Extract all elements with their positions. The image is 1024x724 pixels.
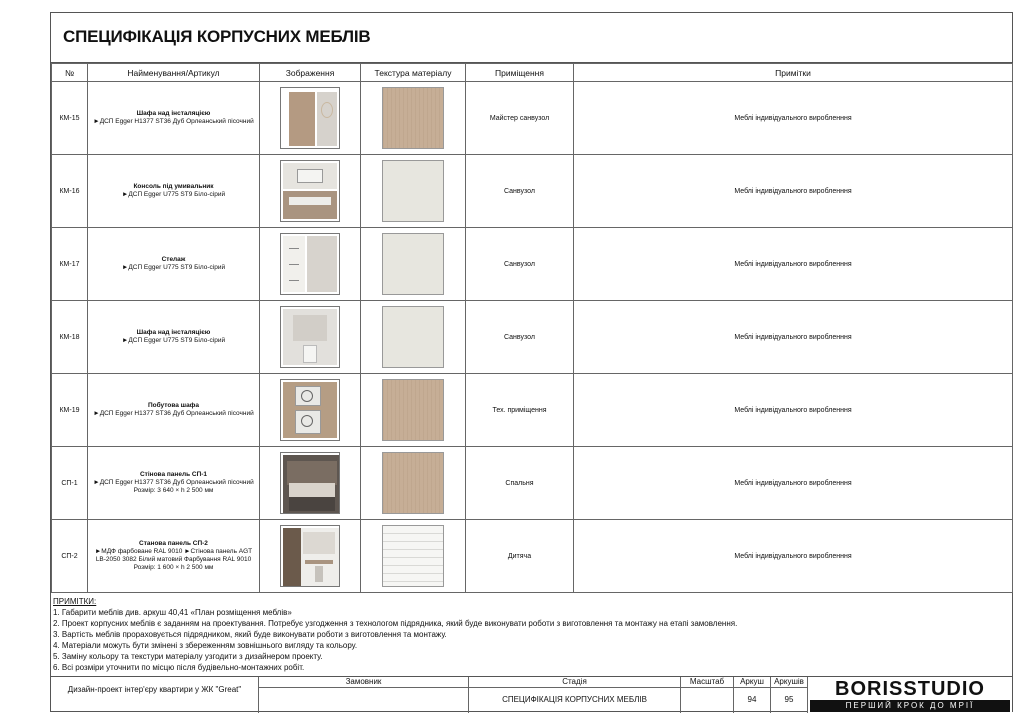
spec-table bbox=[51, 63, 1013, 593]
material-texture-swatch bbox=[382, 379, 444, 441]
logo-brand: BORISSTUDIO bbox=[835, 678, 985, 700]
cell-name bbox=[88, 155, 260, 228]
cell-note: Меблі індивідуального виробленння bbox=[574, 155, 1013, 228]
cell-image bbox=[260, 447, 361, 520]
sheets-value: 95 bbox=[784, 695, 794, 704]
cell-room: Дитяча bbox=[466, 520, 574, 593]
material-texture-swatch bbox=[382, 87, 444, 149]
furniture-image bbox=[280, 160, 340, 222]
cell-name bbox=[88, 520, 260, 593]
col-header-image: Зображення bbox=[260, 64, 361, 82]
scale-cell bbox=[681, 677, 734, 713]
sheets-label: Аркушів bbox=[774, 677, 804, 686]
client-cell bbox=[259, 677, 469, 713]
material-texture-swatch bbox=[382, 306, 444, 368]
notes-heading: ПРИМІТКИ: bbox=[53, 597, 97, 606]
cell-image bbox=[260, 520, 361, 593]
stage-label: Стадія bbox=[562, 677, 587, 686]
project-name: Дизайн-проект інтер'єру квартири у ЖК "Great" bbox=[51, 677, 259, 713]
item-name: Станова панель СП-2 bbox=[139, 540, 208, 547]
cell-name bbox=[88, 228, 260, 301]
cell-texture bbox=[361, 155, 466, 228]
item-spec: ►ДСП Egger H1377 ST36 Дуб Орлеанський пісочний bbox=[93, 410, 254, 417]
furniture-image bbox=[280, 452, 340, 514]
cell-texture bbox=[361, 374, 466, 447]
note-item: 6. Всі розміри уточнити по місцю після будівельно-монтажних робіт. bbox=[53, 663, 305, 672]
cell-note: Меблі індивідуального виробленння bbox=[574, 228, 1013, 301]
note-item: 4. Матеріали можуть бути змінені з збереженням зовнішнього вигляду та кольору. bbox=[53, 641, 358, 650]
item-spec: ►ДСП Egger H1377 ST36 Дуб Орлеанський пісочний bbox=[93, 479, 254, 486]
title-bar bbox=[51, 13, 1012, 63]
cell-image bbox=[260, 301, 361, 374]
cell-texture bbox=[361, 447, 466, 520]
sheets-cell bbox=[771, 677, 808, 713]
cell-note: Меблі індивідуального виробленння bbox=[574, 82, 1013, 155]
cell-image bbox=[260, 374, 361, 447]
furniture-image bbox=[280, 87, 340, 149]
cell-name bbox=[88, 447, 260, 520]
stage-cell bbox=[469, 677, 681, 713]
cell-name bbox=[88, 301, 260, 374]
stage-value: СПЕЦИФІКАЦІЯ КОРПУСНИХ МЕБЛІВ bbox=[502, 695, 647, 704]
col-header-room: Приміщення bbox=[466, 64, 574, 82]
cell-num: КМ-16 bbox=[52, 155, 88, 228]
sheet-value: 94 bbox=[747, 695, 757, 704]
cell-image bbox=[260, 82, 361, 155]
cell-texture bbox=[361, 228, 466, 301]
title-block bbox=[51, 676, 1012, 712]
cell-room: Санвузол bbox=[466, 155, 574, 228]
cell-num: КМ-17 bbox=[52, 228, 88, 301]
cell-image bbox=[260, 228, 361, 301]
client-label: Замовник bbox=[345, 677, 382, 686]
item-spec: ►ДСП Egger U775 ST9 Біло-сірий bbox=[121, 337, 226, 344]
cell-num: КМ-15 bbox=[52, 82, 88, 155]
table-row bbox=[52, 301, 1013, 374]
furniture-image bbox=[280, 233, 340, 295]
table-row bbox=[52, 228, 1013, 301]
table-row bbox=[52, 155, 1013, 228]
item-name: Побутова шафа bbox=[147, 402, 199, 409]
cell-note: Меблі індивідуального виробленння bbox=[574, 301, 1013, 374]
logo-tagline: ПЕРШИЙ КРОК ДО МРІЇ bbox=[810, 700, 1010, 712]
item-size: Розмір: 1 600 × h 2 500 мм bbox=[133, 564, 214, 571]
note-item: 5. Заміну кольору та текстури матеріалу узгодити з дизайнером проекту. bbox=[53, 652, 323, 661]
note-item: 1. Габарити меблів див. аркуш 40,41 «План розміщення меблів» bbox=[53, 608, 292, 617]
item-name: Шафа над інсталяцією bbox=[136, 329, 211, 336]
furniture-image bbox=[280, 525, 340, 587]
col-header-notes: Примітки bbox=[574, 64, 1013, 82]
cell-room: Санвузол bbox=[466, 228, 574, 301]
cell-note: Меблі індивідуального виробленння bbox=[574, 447, 1013, 520]
table-row bbox=[52, 447, 1013, 520]
cell-room: Майстер санвузол bbox=[466, 82, 574, 155]
cell-name bbox=[88, 374, 260, 447]
material-texture-swatch bbox=[382, 233, 444, 295]
cell-num: СП-2 bbox=[52, 520, 88, 593]
table-row bbox=[52, 82, 1013, 155]
furniture-image bbox=[280, 379, 340, 441]
table-row bbox=[52, 374, 1013, 447]
cell-note: Меблі індивідуального виробленння bbox=[574, 520, 1013, 593]
item-size: Розмір: 3 640 × h 2 500 мм bbox=[133, 487, 214, 494]
borisstudio-logo bbox=[808, 677, 1012, 713]
table-header-row bbox=[52, 64, 1013, 82]
stamp-divider bbox=[259, 687, 808, 688]
cell-texture bbox=[361, 82, 466, 155]
note-item: 2. Проект корпусних меблів є заданням на проектування. Потребує узгодження з технологом підрядника, який буде виконувати роботи з виготовлення та монтажу на етапі замовлення. bbox=[53, 619, 738, 628]
cell-texture bbox=[361, 520, 466, 593]
col-header-texture: Текстура матеріалу bbox=[361, 64, 466, 82]
page-title: СПЕЦИФІКАЦІЯ КОРПУСНИХ МЕБЛІВ bbox=[63, 27, 371, 46]
cell-room: Тех. приміщення bbox=[466, 374, 574, 447]
cell-name bbox=[88, 82, 260, 155]
col-header-name: Найменування/Артикул bbox=[88, 64, 260, 82]
item-name: Шафа над інсталяцією bbox=[136, 110, 211, 117]
cell-room: Санвузол bbox=[466, 301, 574, 374]
notes-block bbox=[51, 594, 1012, 678]
item-spec: ►ДСП Egger U775 ST9 Біло-сірий bbox=[121, 191, 226, 198]
scale-label: Масштаб bbox=[689, 677, 725, 686]
sheet-cell bbox=[734, 677, 771, 713]
item-name: Стелаж bbox=[161, 256, 186, 263]
cell-num: СП-1 bbox=[52, 447, 88, 520]
cell-image bbox=[260, 155, 361, 228]
col-header-num: № bbox=[52, 64, 88, 82]
item-spec: ►ДСП Egger U775 ST9 Біло-сірий bbox=[121, 264, 226, 271]
item-spec: ►ДСП Egger H1377 ST36 Дуб Орлеанський пісочний bbox=[93, 118, 254, 125]
item-spec: ►МДФ фарбоване RAL 9010 ►Стінова панель AGT LB-2050 3082 Білий матовий Фарбування RAL 9010 bbox=[94, 548, 253, 563]
cell-room: Спальня bbox=[466, 447, 574, 520]
sheet-label: Аркуш bbox=[740, 677, 764, 686]
note-item: 3. Вартість меблів прораховується підрядником, який буде виконувати роботи з виготовлення та монтажу. bbox=[53, 630, 447, 639]
furniture-image bbox=[280, 306, 340, 368]
material-texture-swatch bbox=[382, 160, 444, 222]
material-texture-swatch bbox=[382, 452, 444, 514]
item-name: Консоль під умивальник bbox=[133, 183, 214, 190]
cell-num: КМ-19 bbox=[52, 374, 88, 447]
cell-note: Меблі індивідуального виробленння bbox=[574, 374, 1013, 447]
table-body bbox=[52, 82, 1013, 593]
item-name: Стінова панель СП-1 bbox=[139, 471, 208, 478]
material-texture-swatch bbox=[382, 525, 444, 587]
cell-num: КМ-18 bbox=[52, 301, 88, 374]
spec-sheet bbox=[50, 12, 1013, 712]
cell-texture bbox=[361, 301, 466, 374]
table-row bbox=[52, 520, 1013, 593]
